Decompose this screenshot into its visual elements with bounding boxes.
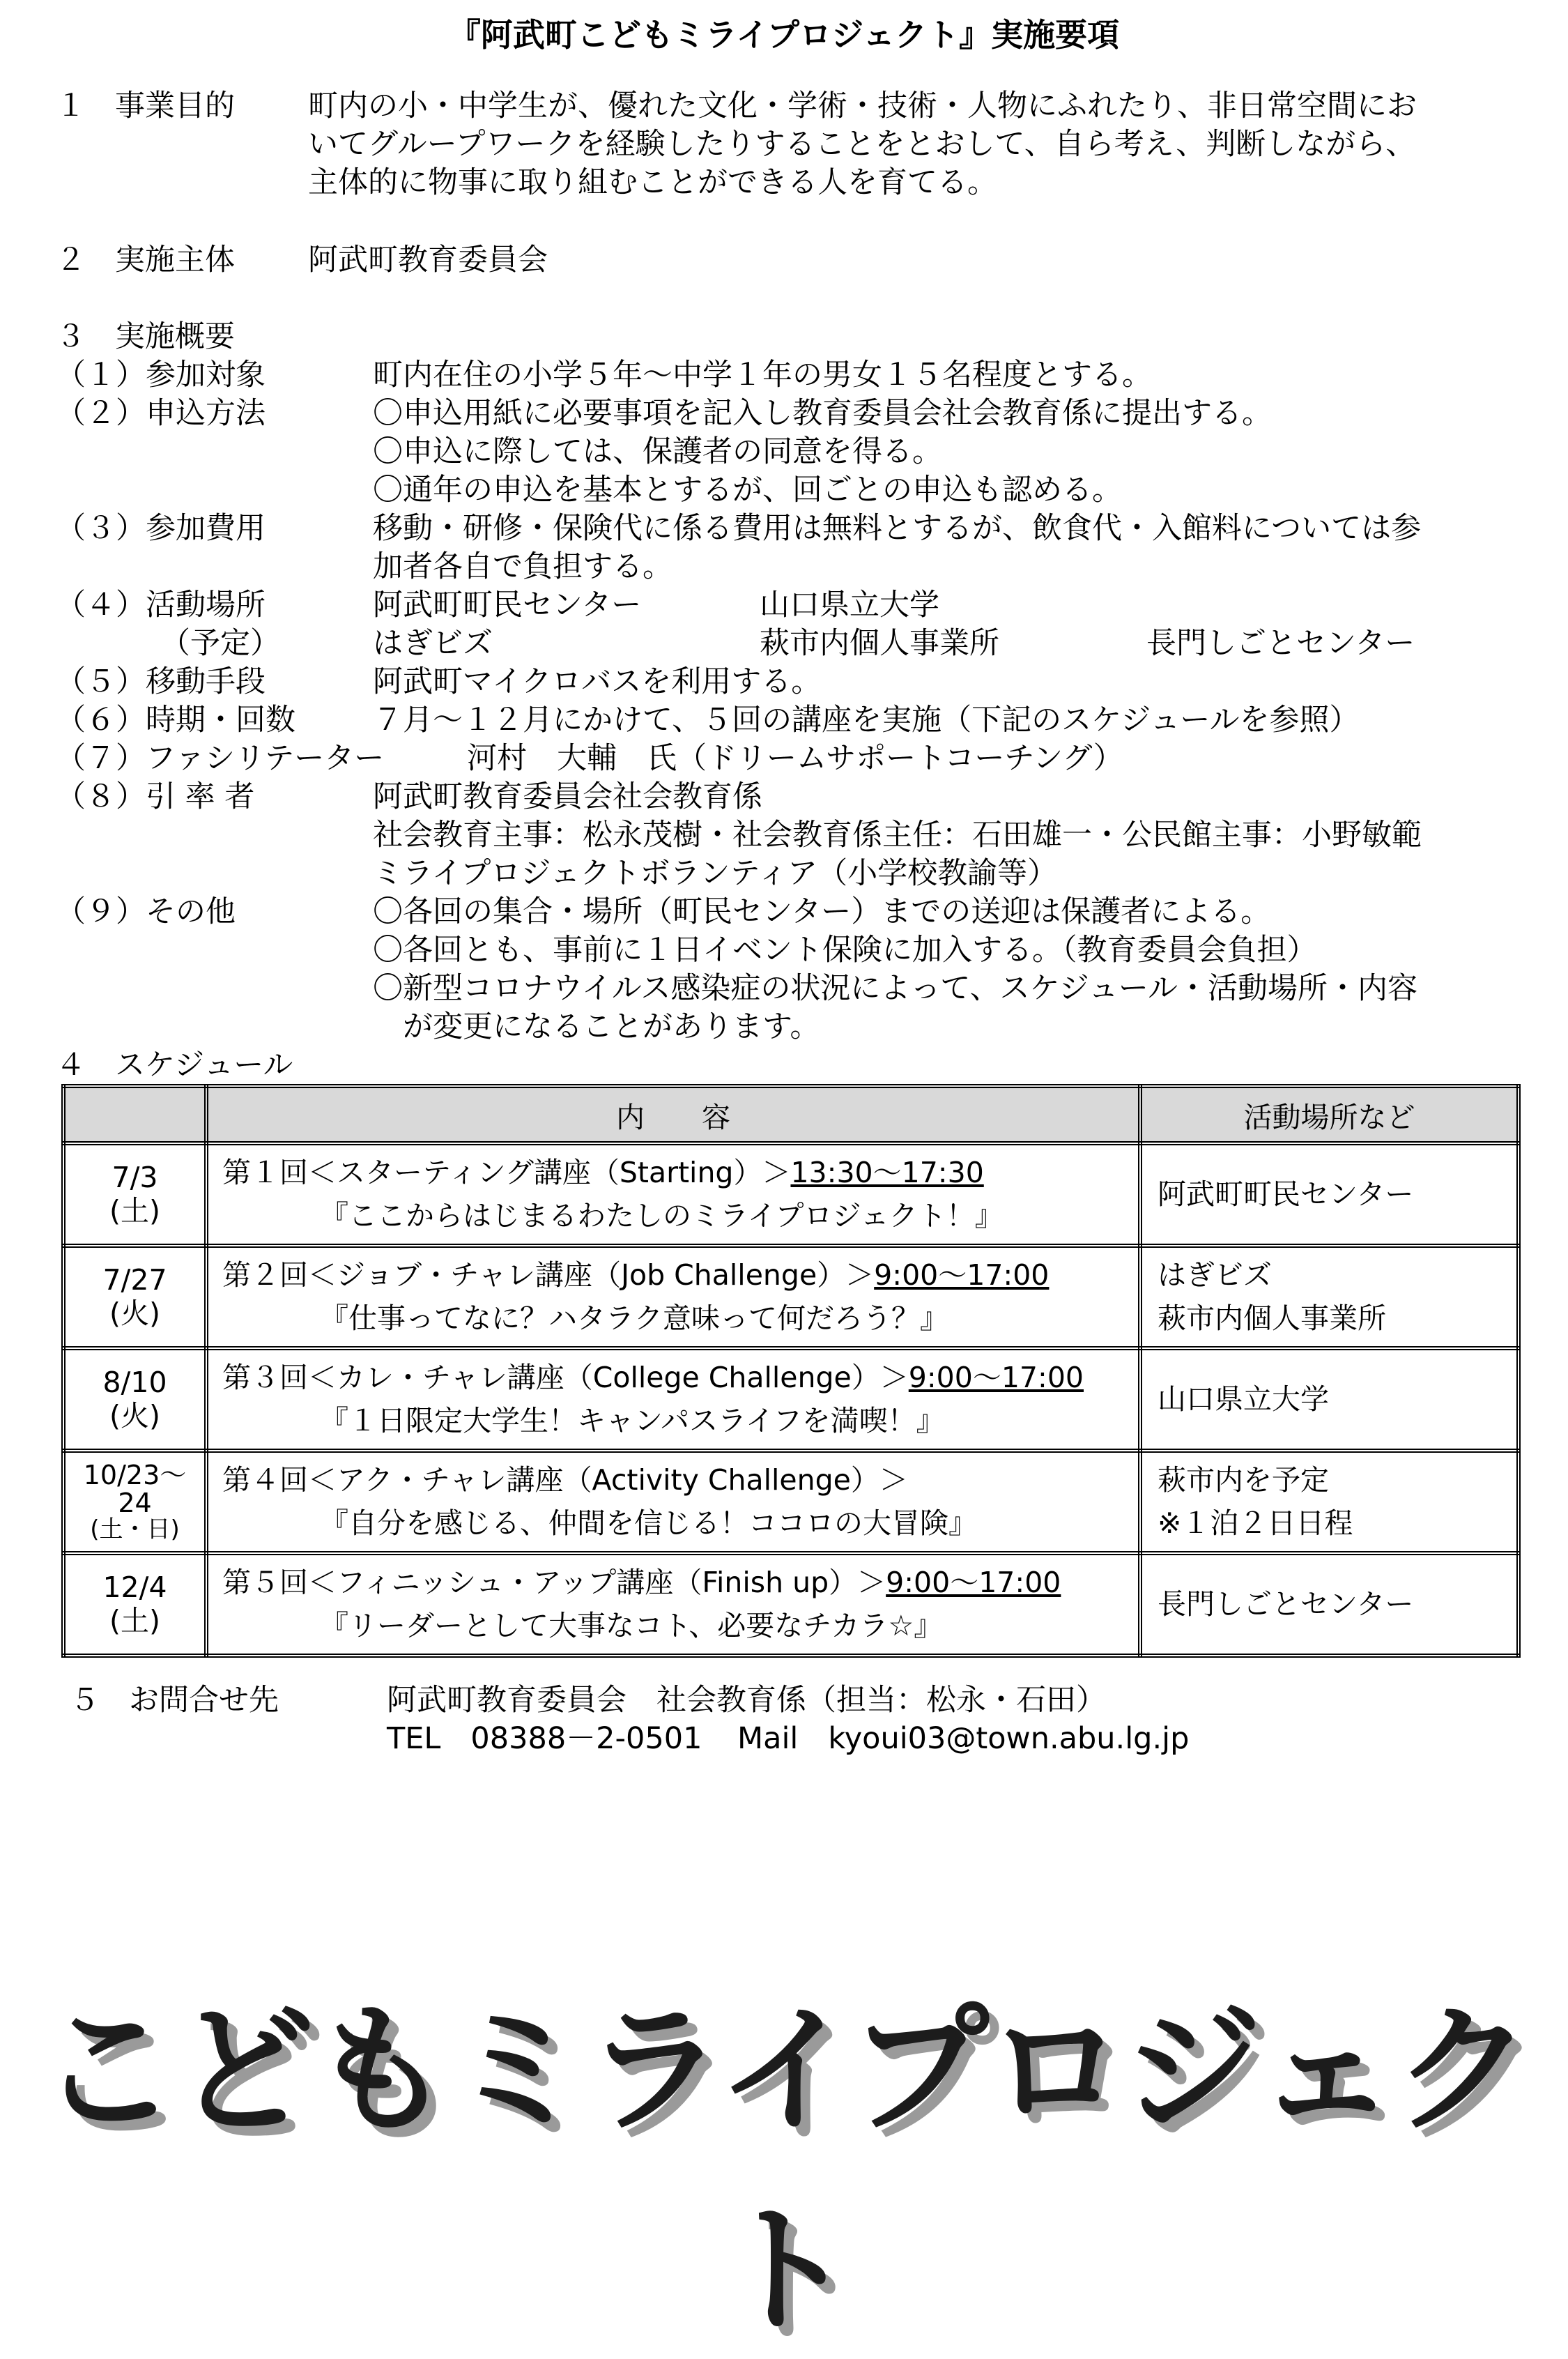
- period-value: ７月～１２月にかけて、５回の講座を実施（下記のスケジュールを参照）: [373, 703, 1360, 738]
- section-5-label: お問合せ先: [129, 1683, 279, 1718]
- row-day: (火): [109, 1296, 160, 1330]
- section-1-number: １: [56, 89, 86, 123]
- row-place-1: 萩市内を予定: [1158, 1463, 1329, 1497]
- schedule-table: [61, 1084, 1521, 1658]
- place-4: 萩市内個人事業所: [760, 626, 999, 661]
- other-line-3: 〇新型コロナウイルス感染症の状況によって、スケジュール・活動場所・内容: [373, 971, 1417, 1006]
- header-date: [63, 1086, 206, 1143]
- cost-line-2: 加者各自で負担する。: [373, 549, 672, 584]
- purpose-line-1: 町内の小・中学生が、優れた文化・学術・技術・人物にふれたり、非日常空間にお: [308, 89, 1417, 123]
- period-label: （６）時期・回数: [56, 703, 295, 738]
- row-day: (火): [109, 1398, 160, 1433]
- place-sub-label: （予定）: [160, 626, 280, 661]
- row-date-main: 7/3: [112, 1161, 158, 1195]
- place-2: 山口県立大学: [760, 588, 939, 623]
- row-date-main: 12/4: [102, 1571, 167, 1605]
- table-row: [63, 1451, 1519, 1553]
- row-subtitle: 『リーダーとして大事なコト、必要なチカラ☆』: [320, 1608, 943, 1642]
- row-time: 9:00～17:00: [886, 1566, 1061, 1599]
- apply-label: （２）申込方法: [56, 396, 266, 431]
- section-4-number: ４: [56, 1048, 86, 1083]
- place-5: 長門しごとセンター: [1146, 626, 1415, 661]
- other-line-4: が変更になることがあります。: [403, 1009, 820, 1044]
- row-date: [63, 1143, 206, 1246]
- table-row: [63, 1246, 1519, 1348]
- row-subtitle: 『自分を感じる、仲間を信じる！ココロの大冒険』: [320, 1506, 977, 1540]
- leader-label: （８）引 率 者: [56, 779, 255, 814]
- table-row: [63, 1348, 1519, 1451]
- contact-mail: Mail kyoui03@town.abu.lg.jp: [737, 1721, 1190, 1756]
- row-day: (土): [109, 1603, 160, 1637]
- transport-value: 阿武町マイクロバスを利用する。: [373, 664, 822, 699]
- other-line-2: 〇各回とも、事前に１日イベント保険に加入する。（教育委員会負担）: [373, 933, 1317, 968]
- row-date-main: 7/27: [102, 1263, 167, 1297]
- table-row: [63, 1553, 1519, 1656]
- row-time: 13:30～17:30: [790, 1156, 984, 1189]
- transport-label: （５）移動手段: [56, 664, 266, 699]
- row-place: [1140, 1143, 1519, 1246]
- logo-text: こどもミライプロジェクト: [38, 1990, 1530, 2352]
- section-4-label: スケジュール: [115, 1048, 293, 1083]
- other-label: （９）その他: [56, 894, 236, 929]
- row-date: [63, 1553, 206, 1656]
- row-title: 第２回＜ジョブ・チャレ講座（Job Challenge）＞: [222, 1258, 875, 1292]
- row-place-2: 萩市内個人事業所: [1158, 1301, 1386, 1335]
- row-title: 第４回＜アク・チャレ講座（Activity Challenge）＞: [222, 1463, 908, 1497]
- cost-line-1: 移動・研修・保険代に係る費用は無料とするが、飲食代・入館料については参: [373, 511, 1422, 546]
- document-title: 『阿武町こどもミライプロジェクト』実施要項: [448, 16, 1120, 54]
- row-place-1: 山口県立大学: [1158, 1382, 1329, 1416]
- apply-line-2: 〇申込に際しては、保護者の同意を得る。: [373, 434, 942, 469]
- row-time: 9:00～17:00: [908, 1361, 1084, 1394]
- place-1: 阿武町町民センター: [373, 588, 642, 623]
- row-place: [1140, 1348, 1519, 1451]
- section-2-number: ２: [56, 243, 86, 277]
- row-content: [206, 1143, 1140, 1246]
- row-date-end: 24: [118, 1487, 152, 1518]
- row-place-2: ※１泊２日日程: [1158, 1506, 1353, 1540]
- row-title: 第１回＜スターティング講座（Starting）＞: [222, 1156, 791, 1189]
- row-subtitle: 『ここからはじまるわたしのミライプロジェクト！』: [320, 1198, 1004, 1232]
- row-place-1: 阿武町町民センター: [1158, 1177, 1414, 1211]
- row-time: 9:00～17:00: [874, 1258, 1050, 1292]
- table-row: [63, 1143, 1519, 1246]
- header-place: 活動場所など: [1140, 1086, 1519, 1143]
- section-5-number: ５: [70, 1683, 100, 1718]
- target-value: 町内在住の小学５年～中学１年の男女１５名程度とする。: [373, 358, 1152, 392]
- leader-line-2: 社会教育主事：松永茂樹・社会教育係主任：石田雄一・公民館主事：小野敏範: [373, 818, 1422, 853]
- row-day: (土): [109, 1193, 160, 1228]
- row-content: [206, 1553, 1140, 1656]
- contact-tel: TEL 08388－2-0501: [387, 1721, 702, 1756]
- row-date: [63, 1451, 206, 1553]
- row-date: [63, 1348, 206, 1451]
- other-line-1: 〇各回の集合・場所（町民センター）までの送迎は保護者による。: [373, 894, 1271, 929]
- header-content: 内 容: [206, 1086, 1140, 1143]
- row-content: [206, 1348, 1140, 1451]
- row-day: (土・日): [90, 1515, 180, 1543]
- leader-line-1: 阿武町教育委員会社会教育係: [373, 779, 762, 814]
- facilitator-value: 河村 大輔 氏（ドリームサポートコーチング）: [467, 741, 1123, 776]
- row-place-1: 長門しごとセンター: [1158, 1587, 1414, 1621]
- project-logo: [0, 1959, 1568, 2359]
- organizer-value: 阿武町教育委員会: [308, 243, 548, 277]
- target-label: （１）参加対象: [56, 358, 266, 392]
- row-place: [1140, 1451, 1519, 1553]
- row-subtitle: 『仕事ってなに？ハタラク意味って何だろう？』: [320, 1301, 948, 1335]
- section-3-number: ３: [56, 319, 86, 354]
- apply-line-1: 〇申込用紙に必要事項を記入し教育委員会社会教育係に提出する。: [373, 396, 1272, 431]
- section-1-label: 事業目的: [115, 89, 235, 123]
- row-content: [206, 1246, 1140, 1348]
- schedule-header-row: [63, 1086, 1519, 1143]
- row-content: [206, 1451, 1140, 1553]
- row-place: [1140, 1246, 1519, 1348]
- row-date-main: 8/10: [102, 1366, 167, 1400]
- contact-line-1: 阿武町教育委員会 社会教育係（担当：松永・石田）: [387, 1683, 1106, 1718]
- place-3: はぎビズ: [373, 626, 493, 661]
- row-date-main: 10/23～: [83, 1459, 187, 1490]
- apply-line-3: 〇通年の申込を基本とするが、回ごとの申込も認める。: [373, 473, 1122, 507]
- row-title: 第５回＜フィニッシュ・アップ講座（Finish up）＞: [222, 1566, 886, 1599]
- cost-label: （３）参加費用: [56, 511, 266, 546]
- row-place: [1140, 1553, 1519, 1656]
- place-label: （４）活動場所: [56, 588, 266, 623]
- row-subtitle: 『１日限定大学生！キャンパスライフを満喫！』: [320, 1403, 945, 1437]
- row-date: [63, 1246, 206, 1348]
- row-title: 第３回＜カレ・チャレ講座（College Challenge）＞: [222, 1361, 909, 1394]
- purpose-line-2: いてグループワークを経験したりすることをとおして、自ら考え、判断しながら、: [308, 127, 1416, 162]
- facilitator-label: （７）ファシリテーター: [56, 741, 385, 776]
- section-2-label: 実施主体: [115, 243, 235, 277]
- purpose-line-3: 主体的に物事に取り組むことができる人を育てる。: [308, 165, 997, 200]
- row-place-1: はぎビズ: [1158, 1258, 1272, 1292]
- section-3-label: 実施概要: [115, 319, 235, 354]
- leader-line-3: ミライプロジェクトボランティア（小学校教諭等）: [373, 856, 1058, 891]
